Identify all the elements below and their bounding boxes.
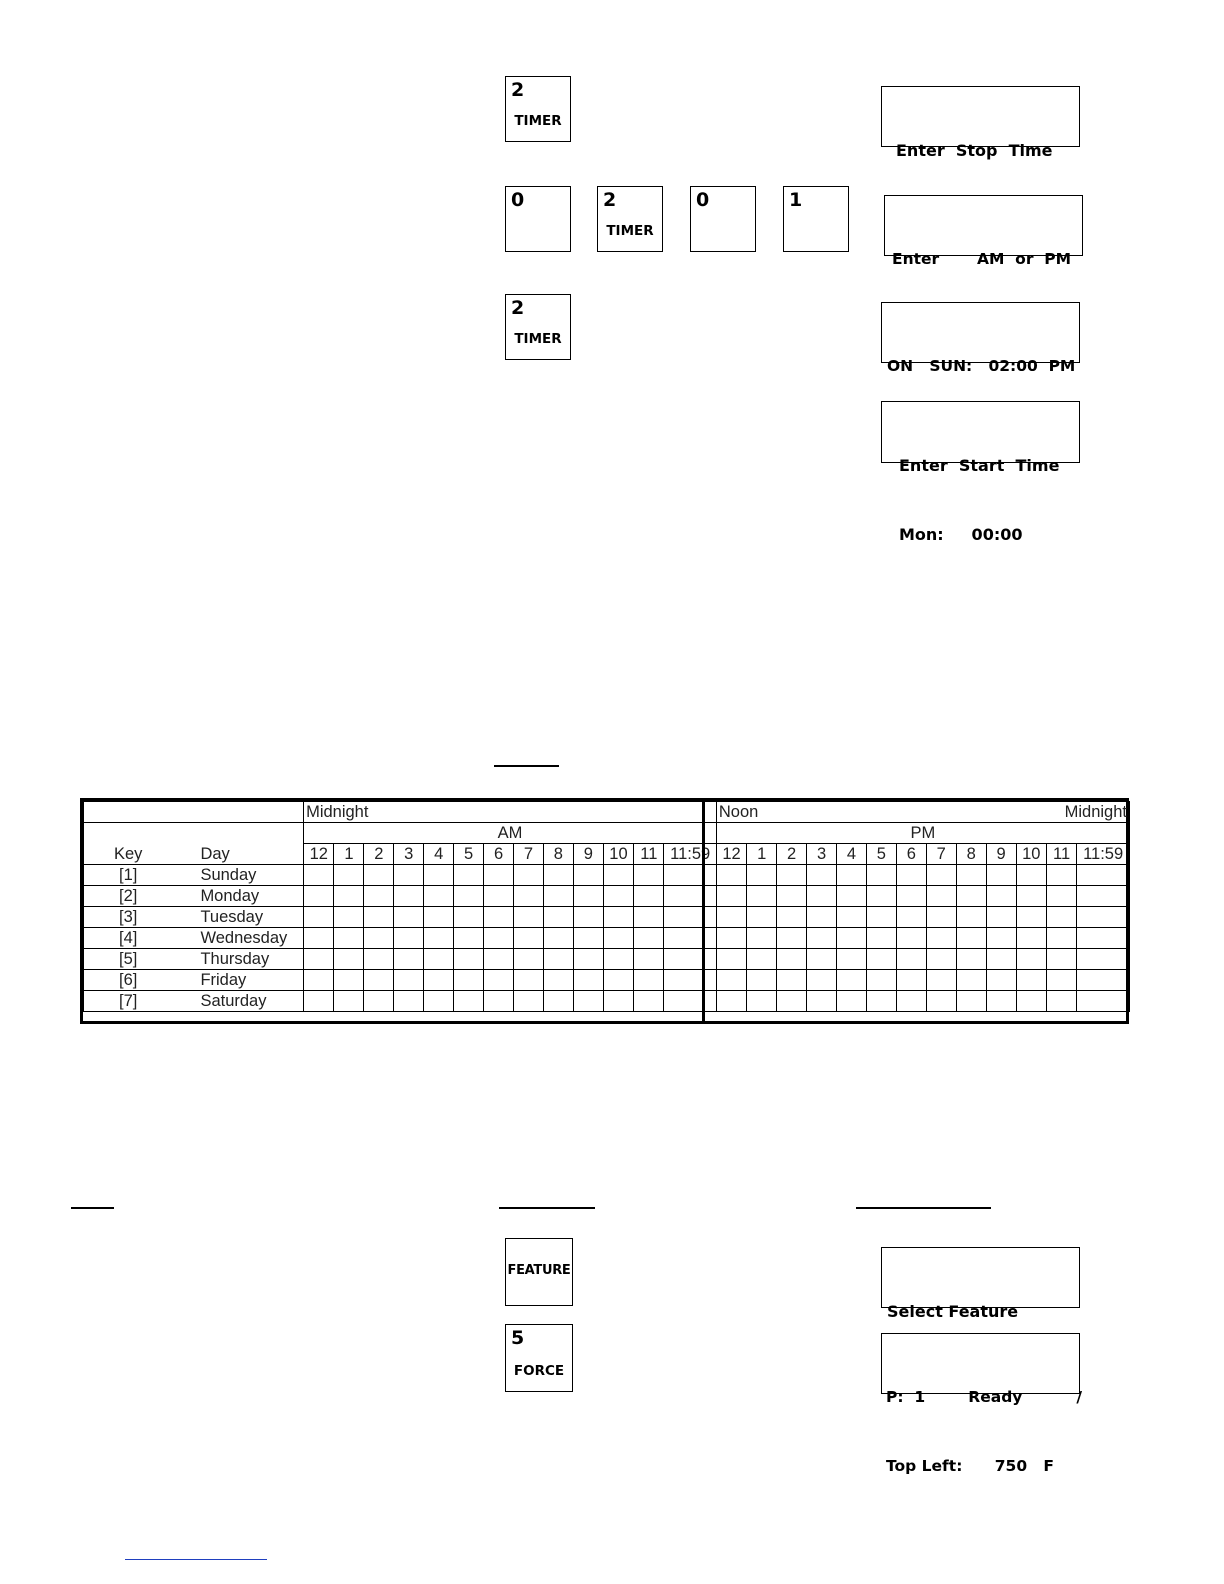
schedule-cell[interactable] — [424, 970, 454, 991]
schedule-cell[interactable] — [1016, 907, 1046, 928]
schedule-cell[interactable] — [777, 886, 807, 907]
schedule-cell[interactable] — [866, 907, 896, 928]
lcd-display-stop-time — [881, 86, 1080, 160]
schedule-cell[interactable] — [986, 970, 1016, 991]
schedule-cell[interactable] — [484, 949, 514, 970]
schedule-cell[interactable] — [394, 928, 424, 949]
schedule-cell[interactable] — [424, 949, 454, 970]
schedule-cell[interactable] — [514, 949, 544, 970]
schedule-cell[interactable] — [394, 991, 424, 1012]
schedule-cell[interactable] — [514, 886, 544, 907]
key-caption: TIMER — [514, 113, 562, 129]
schedule-cell[interactable] — [1016, 928, 1046, 949]
schedule-cell[interactable] — [807, 949, 837, 970]
day-name: Tuesday — [142, 907, 303, 928]
footer-link-underline[interactable] — [125, 1559, 267, 1560]
hour-label-am: 10 — [603, 844, 633, 865]
header-row-hours — [84, 844, 1130, 865]
schedule-cell[interactable] — [716, 928, 746, 949]
schedule-cell[interactable] — [807, 970, 837, 991]
schedule-cell[interactable] — [837, 991, 867, 1012]
day-name: Saturday — [142, 991, 303, 1012]
schedule-cell[interactable] — [837, 865, 867, 886]
hour-label-pm: 8 — [956, 844, 986, 865]
pm-label: PM — [716, 823, 1129, 844]
schedule-cell[interactable] — [334, 886, 364, 907]
schedule-cell[interactable] — [956, 907, 986, 928]
column-heading-underline — [71, 1207, 114, 1209]
schedule-cell[interactable] — [334, 907, 364, 928]
schedule-cell[interactable] — [334, 928, 364, 949]
schedule-cell[interactable] — [424, 886, 454, 907]
lcd-line-1: ON SUN: 02:00 PM — [887, 357, 1076, 375]
schedule-cell[interactable] — [1016, 949, 1046, 970]
schedule-cell[interactable] — [394, 886, 424, 907]
schedule-cell[interactable] — [896, 991, 926, 1012]
schedule-cell[interactable] — [603, 991, 633, 1012]
schedule-cell[interactable] — [1016, 865, 1046, 886]
schedule-cell[interactable] — [956, 928, 986, 949]
schedule-cell[interactable] — [956, 865, 986, 886]
schedule-cell[interactable] — [514, 865, 544, 886]
schedule-cell[interactable] — [664, 907, 716, 928]
key-caption: TIMER — [514, 331, 562, 347]
schedule-cell[interactable] — [394, 949, 424, 970]
schedule-cell[interactable] — [304, 949, 334, 970]
header-blank — [84, 802, 304, 823]
schedule-cell[interactable] — [454, 865, 484, 886]
lcd-display-ready — [881, 1333, 1083, 1475]
schedule-cell[interactable] — [896, 886, 926, 907]
schedule-cell[interactable] — [747, 928, 777, 949]
day-name: Wednesday — [142, 928, 303, 949]
schedule-cell[interactable] — [334, 991, 364, 1012]
schedule-cell[interactable] — [364, 865, 394, 886]
schedule-cell[interactable] — [837, 949, 867, 970]
schedule-cell[interactable] — [634, 970, 664, 991]
schedule-cell[interactable] — [603, 928, 633, 949]
schedule-cell[interactable] — [747, 865, 777, 886]
schedule-cell[interactable] — [664, 886, 716, 907]
schedule-cell[interactable] — [543, 949, 573, 970]
schedule-cell[interactable] — [664, 949, 716, 970]
schedule-cell[interactable] — [837, 928, 867, 949]
schedule-cell[interactable] — [364, 928, 394, 949]
schedule-cell[interactable] — [573, 865, 603, 886]
schedule-cell[interactable] — [1077, 991, 1130, 1012]
schedule-cell[interactable] — [664, 970, 716, 991]
lcd-display-on-off — [881, 302, 1080, 375]
schedule-cell[interactable] — [956, 991, 986, 1012]
am-label: AM — [304, 823, 717, 844]
noon-midnight-header — [716, 802, 1129, 823]
day-key: [1] — [84, 865, 143, 886]
schedule-cell[interactable] — [747, 970, 777, 991]
schedule-cell[interactable] — [484, 991, 514, 1012]
schedule-cell[interactable] — [777, 991, 807, 1012]
column-heading-underline — [856, 1207, 991, 1209]
midnight-label: Midnight — [1064, 803, 1127, 821]
schedule-cell[interactable] — [634, 949, 664, 970]
schedule-cell[interactable] — [364, 970, 394, 991]
schedule-cell[interactable] — [304, 886, 334, 907]
day-name: Sunday — [142, 865, 303, 886]
schedule-cell[interactable] — [1046, 991, 1076, 1012]
schedule-cell[interactable] — [1077, 865, 1130, 886]
schedule-cell[interactable] — [454, 928, 484, 949]
schedule-cell[interactable] — [304, 991, 334, 1012]
schedule-cell[interactable] — [1077, 886, 1130, 907]
day-row — [84, 991, 1130, 1012]
schedule-cell[interactable] — [716, 886, 746, 907]
schedule-cell[interactable] — [956, 949, 986, 970]
hour-label-pm: 2 — [777, 844, 807, 865]
schedule-cell[interactable] — [807, 907, 837, 928]
hour-label-pm: 5 — [866, 844, 896, 865]
key-header: Key — [84, 844, 143, 865]
schedule-cell[interactable] — [777, 928, 807, 949]
schedule-cell[interactable] — [603, 865, 633, 886]
hour-label-pm: 12 — [716, 844, 746, 865]
schedule-cell[interactable] — [896, 865, 926, 886]
day-key: [7] — [84, 991, 143, 1012]
schedule-cell[interactable] — [1016, 970, 1046, 991]
schedule-cell[interactable] — [424, 991, 454, 1012]
schedule-cell[interactable] — [543, 970, 573, 991]
schedule-cell[interactable] — [716, 865, 746, 886]
schedule-cell[interactable] — [1016, 991, 1046, 1012]
schedule-cell[interactable] — [866, 970, 896, 991]
schedule-cell[interactable] — [926, 865, 956, 886]
schedule-cell[interactable] — [573, 928, 603, 949]
key-number: 2 — [511, 297, 525, 319]
schedule-cell[interactable] — [866, 865, 896, 886]
lcd-line-1: Enter Start Time — [899, 456, 1060, 475]
hour-label-pm: 6 — [896, 844, 926, 865]
schedule-cell[interactable] — [777, 907, 807, 928]
schedule-cell[interactable] — [304, 865, 334, 886]
schedule-cell[interactable] — [716, 970, 746, 991]
schedule-cell[interactable] — [747, 907, 777, 928]
key-caption: FEATURE — [507, 1263, 571, 1278]
hour-label-am: 1 — [334, 844, 364, 865]
schedule-cell[interactable] — [1046, 928, 1076, 949]
schedule-cell[interactable] — [484, 886, 514, 907]
schedule-cell[interactable] — [1046, 886, 1076, 907]
schedule-grid — [83, 801, 1130, 1012]
key-number: 0 — [696, 189, 710, 211]
schedule-cell[interactable] — [304, 907, 334, 928]
day-key: [6] — [84, 970, 143, 991]
day-key: [3] — [84, 907, 143, 928]
schedule-cell[interactable] — [777, 949, 807, 970]
hour-label-pm: 1 — [747, 844, 777, 865]
hour-label-pm: 7 — [926, 844, 956, 865]
schedule-cell[interactable] — [716, 907, 746, 928]
schedule-cell[interactable] — [716, 949, 746, 970]
schedule-cell[interactable] — [634, 865, 664, 886]
schedule-cell[interactable] — [926, 928, 956, 949]
lcd-display-select-feature — [881, 1247, 1080, 1321]
schedule-cell[interactable] — [1046, 949, 1076, 970]
timer-key[interactable] — [505, 76, 571, 142]
schedule-cell[interactable] — [1046, 865, 1076, 886]
hour-label-am: 5 — [454, 844, 484, 865]
key-number: 5 — [511, 1327, 525, 1349]
schedule-cell[interactable] — [573, 970, 603, 991]
lcd-line-1: Select Feature — [887, 1302, 1019, 1321]
schedule-cell[interactable] — [1077, 928, 1130, 949]
hour-label-am: 11:59 — [664, 844, 716, 865]
schedule-cell[interactable] — [454, 886, 484, 907]
weekly-schedule-table — [80, 798, 1129, 1024]
schedule-cell[interactable] — [747, 886, 777, 907]
feature-key[interactable] — [505, 1238, 573, 1306]
schedule-cell[interactable] — [543, 886, 573, 907]
timer-key[interactable] — [597, 186, 663, 252]
hour-label-am: 9 — [573, 844, 603, 865]
schedule-cell[interactable] — [926, 886, 956, 907]
hour-label-pm: 11:59 — [1077, 844, 1130, 865]
schedule-cell[interactable] — [807, 865, 837, 886]
lcd-line-2: Mon: 00:00 — [899, 525, 1023, 544]
schedule-cell[interactable] — [837, 907, 867, 928]
schedule-cell[interactable] — [986, 949, 1016, 970]
schedule-cell[interactable] — [603, 970, 633, 991]
schedule-cell[interactable] — [926, 991, 956, 1012]
schedule-cell[interactable] — [634, 886, 664, 907]
schedule-cell[interactable] — [807, 886, 837, 907]
key-number: 0 — [511, 189, 525, 211]
day-name: Friday — [142, 970, 303, 991]
schedule-cell[interactable] — [664, 991, 716, 1012]
schedule-cell[interactable] — [926, 907, 956, 928]
header-row-time-markers — [84, 802, 1130, 823]
schedule-cell[interactable] — [807, 991, 837, 1012]
lcd-line-1: P: 1 Ready / — [886, 1388, 1083, 1406]
schedule-cell[interactable] — [896, 907, 926, 928]
force-key[interactable] — [505, 1324, 573, 1392]
schedule-cell[interactable] — [304, 970, 334, 991]
schedule-cell[interactable] — [1077, 970, 1130, 991]
schedule-cell[interactable] — [926, 970, 956, 991]
schedule-cell[interactable] — [1046, 907, 1076, 928]
key-day-header-area — [84, 823, 304, 844]
schedule-cell[interactable] — [484, 928, 514, 949]
schedule-cell[interactable] — [573, 907, 603, 928]
digit-1-key[interactable] — [783, 186, 849, 252]
hour-label-am: 3 — [394, 844, 424, 865]
digit-0-key[interactable] — [505, 186, 571, 252]
hour-label-am: 12 — [304, 844, 334, 865]
schedule-cell[interactable] — [394, 865, 424, 886]
schedule-cell[interactable] — [896, 949, 926, 970]
schedule-cell[interactable] — [364, 949, 394, 970]
schedule-cell[interactable] — [364, 907, 394, 928]
column-heading-underline — [499, 1207, 595, 1209]
schedule-cell[interactable] — [986, 991, 1016, 1012]
schedule-cell[interactable] — [484, 865, 514, 886]
schedule-cell[interactable] — [603, 949, 633, 970]
day-key: [5] — [84, 949, 143, 970]
lcd-display-start-time — [881, 401, 1080, 544]
day-row — [84, 970, 1130, 991]
schedule-cell[interactable] — [543, 865, 573, 886]
hour-label-am: 2 — [364, 844, 394, 865]
schedule-cell[interactable] — [334, 949, 364, 970]
schedule-cell[interactable] — [866, 886, 896, 907]
heading-underline — [494, 765, 559, 767]
schedule-cell[interactable] — [986, 886, 1016, 907]
schedule-cell[interactable] — [1046, 970, 1076, 991]
schedule-cell[interactable] — [716, 991, 746, 1012]
lcd-line-2: Top Left: 750 F — [886, 1457, 1054, 1475]
midnight-label: Midnight — [304, 802, 717, 823]
schedule-cell[interactable] — [394, 970, 424, 991]
schedule-cell[interactable] — [986, 907, 1016, 928]
schedule-cell[interactable] — [986, 865, 1016, 886]
schedule-cell[interactable] — [543, 991, 573, 1012]
schedule-cell[interactable] — [514, 991, 544, 1012]
day-header: Day — [142, 844, 303, 865]
hour-label-pm: 11 — [1046, 844, 1076, 865]
schedule-cell[interactable] — [634, 928, 664, 949]
key-number: 2 — [511, 79, 525, 101]
schedule-cell[interactable] — [364, 886, 394, 907]
schedule-cell[interactable] — [747, 949, 777, 970]
schedule-cell[interactable] — [837, 886, 867, 907]
digit-0-key[interactable] — [690, 186, 756, 252]
schedule-cell[interactable] — [454, 970, 484, 991]
schedule-cell[interactable] — [603, 886, 633, 907]
schedule-cell[interactable] — [573, 949, 603, 970]
hour-label-pm: 9 — [986, 844, 1016, 865]
hour-label-am: 6 — [484, 844, 514, 865]
schedule-cell[interactable] — [424, 865, 454, 886]
schedule-cell[interactable] — [777, 970, 807, 991]
schedule-cell[interactable] — [634, 907, 664, 928]
day-name: Monday — [142, 886, 303, 907]
timer-key[interactable] — [505, 294, 571, 360]
am-pm-divider — [702, 801, 705, 1021]
schedule-cell[interactable] — [514, 928, 544, 949]
schedule-cell[interactable] — [866, 928, 896, 949]
noon-label: Noon — [718, 803, 759, 821]
hour-label-am: 8 — [543, 844, 573, 865]
schedule-cell[interactable] — [514, 970, 544, 991]
day-key: [4] — [84, 928, 143, 949]
day-key: [2] — [84, 886, 143, 907]
day-name: Thursday — [142, 949, 303, 970]
schedule-cell[interactable] — [664, 928, 716, 949]
lcd-display-am-pm — [884, 195, 1083, 268]
schedule-cell[interactable] — [1077, 949, 1130, 970]
schedule-cell[interactable] — [543, 907, 573, 928]
schedule-cell[interactable] — [634, 991, 664, 1012]
schedule-cell[interactable] — [747, 991, 777, 1012]
schedule-cell[interactable] — [986, 928, 1016, 949]
schedule-cell[interactable] — [573, 991, 603, 1012]
schedule-cell[interactable] — [956, 970, 986, 991]
schedule-cell[interactable] — [454, 991, 484, 1012]
day-row — [84, 928, 1130, 949]
schedule-cell[interactable] — [514, 907, 544, 928]
header-row-am-pm — [84, 823, 1130, 844]
schedule-cell[interactable] — [896, 970, 926, 991]
key-number: 1 — [789, 189, 803, 211]
schedule-cell[interactable] — [424, 907, 454, 928]
schedule-cell[interactable] — [603, 907, 633, 928]
schedule-cell[interactable] — [866, 949, 896, 970]
schedule-cell[interactable] — [543, 928, 573, 949]
schedule-cell[interactable] — [896, 928, 926, 949]
hour-label-am: 11 — [634, 844, 664, 865]
day-row — [84, 949, 1130, 970]
day-row — [84, 886, 1130, 907]
schedule-cell[interactable] — [777, 865, 807, 886]
schedule-cell[interactable] — [664, 865, 716, 886]
schedule-cell[interactable] — [956, 886, 986, 907]
lcd-line-1: Enter AM or PM — [892, 250, 1072, 268]
key-caption: FORCE — [513, 1363, 565, 1379]
schedule-cell[interactable] — [304, 928, 334, 949]
schedule-cell[interactable] — [484, 970, 514, 991]
schedule-cell[interactable] — [394, 907, 424, 928]
day-row — [84, 865, 1130, 886]
schedule-cell[interactable] — [424, 928, 454, 949]
schedule-cell[interactable] — [866, 991, 896, 1012]
schedule-cell[interactable] — [334, 970, 364, 991]
schedule-cell[interactable] — [334, 865, 364, 886]
schedule-cell[interactable] — [837, 970, 867, 991]
schedule-cell[interactable] — [1016, 886, 1046, 907]
schedule-cell[interactable] — [807, 928, 837, 949]
hour-label-pm: 4 — [837, 844, 867, 865]
schedule-cell[interactable] — [573, 886, 603, 907]
key-number: 2 — [603, 189, 617, 211]
schedule-cell[interactable] — [1077, 907, 1130, 928]
hour-label-am: 7 — [514, 844, 544, 865]
key-caption: TIMER — [606, 223, 654, 239]
schedule-cell[interactable] — [926, 949, 956, 970]
day-row — [84, 907, 1130, 928]
hour-label-pm: 3 — [807, 844, 837, 865]
schedule-cell[interactable] — [454, 907, 484, 928]
schedule-cell[interactable] — [454, 949, 484, 970]
lcd-line-1: Enter Stop Time — [896, 141, 1053, 160]
hour-label-am: 4 — [424, 844, 454, 865]
schedule-cell[interactable] — [364, 991, 394, 1012]
schedule-cell[interactable] — [484, 907, 514, 928]
hour-label-pm: 10 — [1016, 844, 1046, 865]
